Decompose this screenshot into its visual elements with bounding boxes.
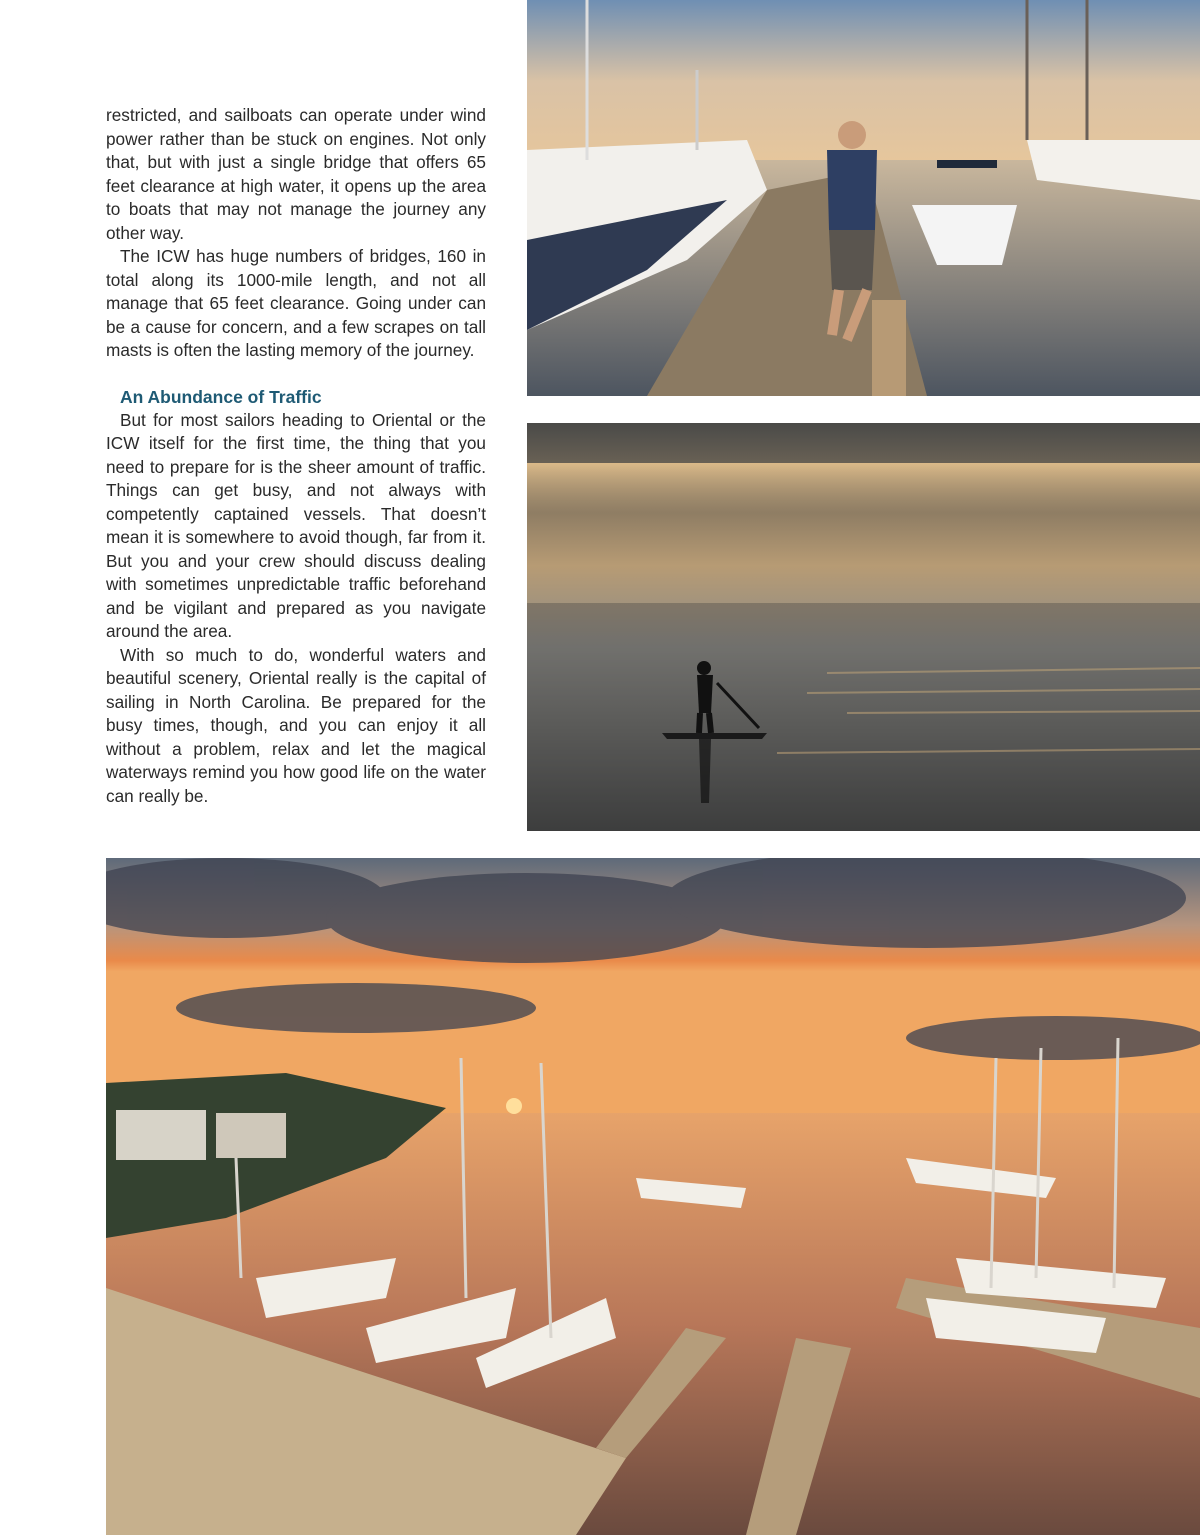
article-paragraph: But for most sailors heading to Oriental or the ICW itself for the first time, the thing that you need to prepare for is the sheer amount of traffic. Things can get busy, and not always with competently captained vessels. That doesn’t mean it is somewhere to avoid though, far from it. But you and your crew should discuss dealing with sometimes unpredictable traffic beforehand and be vigilant and prepared as you navigate around the area. <box>106 409 486 641</box>
article-paragraph: restricted, and sailboats can operate under wind power rather than be stuck on engines. Not only that, but with just a single bridge that offers 65 feet clearance at high water, it opens up the area to boats that may not manage the journey any other way. <box>106 105 486 243</box>
article-text-column <box>106 104 486 808</box>
article-paragraph: With so much to do, wonderful waters and beautiful scenery, Oriental really is the capital of sailing in North Carolina. Be prepared for the busy times, though, and you can enjoy it all without a problem, relax and let the magical waterways remind you how good life on the water can really be. <box>106 644 486 806</box>
section-heading: An Abundance of Traffic <box>120 386 322 407</box>
dock-photo <box>527 0 1200 396</box>
paddleboarder-photo <box>527 423 1200 831</box>
marina-sunset-photo <box>106 858 1200 1535</box>
article-paragraph: The ICW has huge numbers of bridges, 160 in total along its 1000-mile length, and not all manage that 65 feet clearance. Going under can be a cause for concern, and a few scrapes on tall masts is often the lasting memory of the journey. <box>106 246 486 360</box>
